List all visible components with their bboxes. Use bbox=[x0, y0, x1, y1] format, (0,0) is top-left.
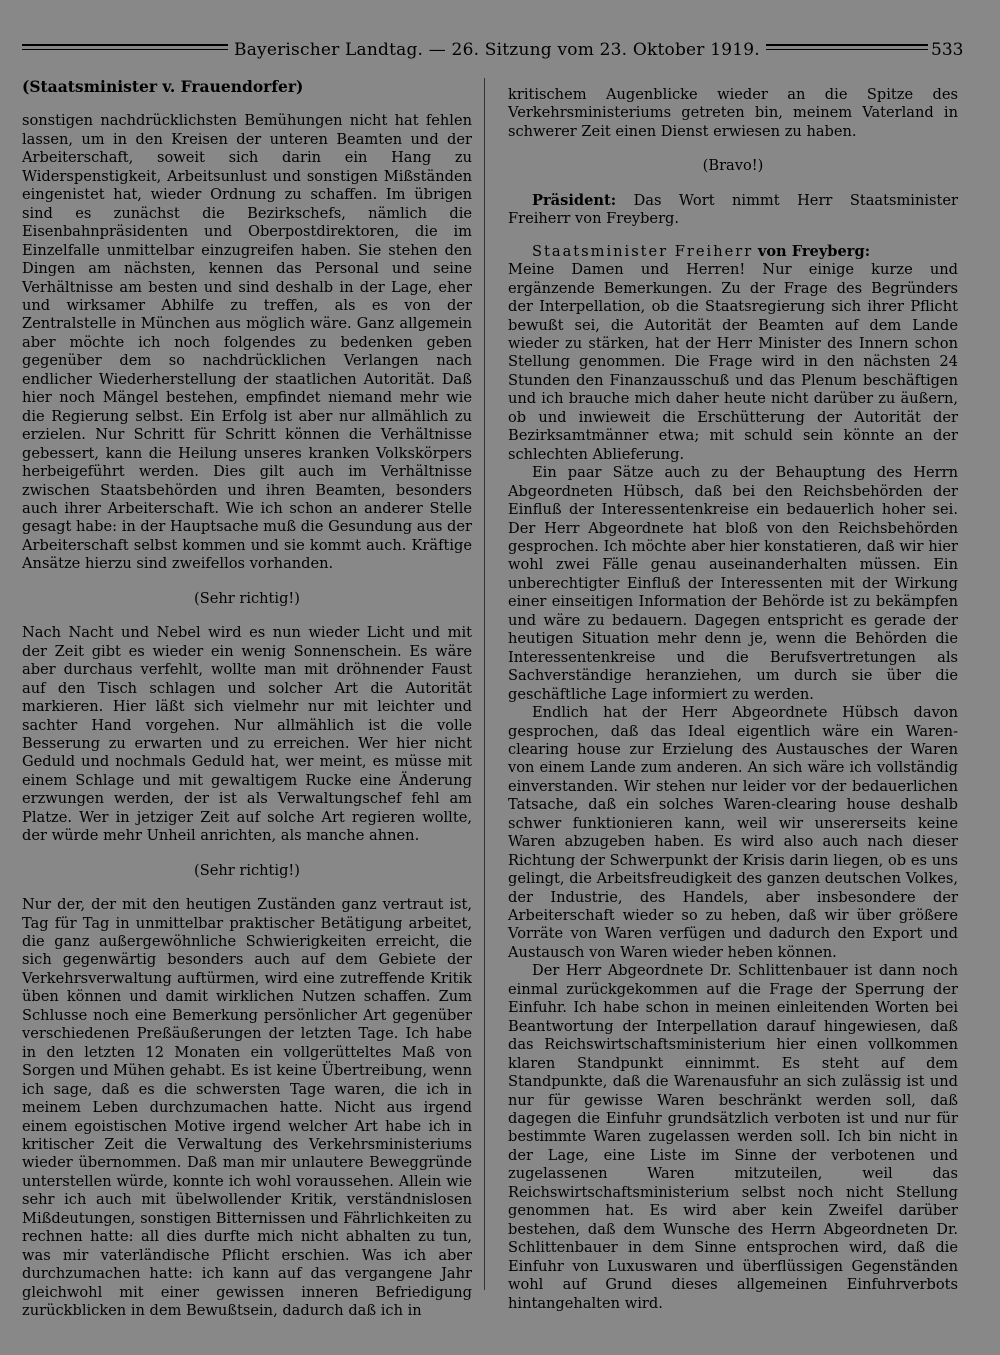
applause-note: (Bravo!) bbox=[702, 157, 764, 175]
minister-heading bbox=[508, 243, 958, 261]
paragraph: Endlich hat der Herr Abgeordnete Hübsch davon gesprochen, daß das Ideal eigentlich wäre ein Waren-clearing house zur Erzielung des Austausches der Waren von einem Lande zum anderen. An sich wäre ich vollständig einverstanden. Wir stehen nur leider vor der bedauerlichen Tatsache, daß ein solches Waren-clearing house deshalb schwer funktionieren kann, weil wir unsererseits keine Waren abzugeben haben. Es wird also auch nach dieser Richtung der Schwerpunkt der Krisis darin liegen, ob es uns gelingt, die Arbeitsfreudigkeit des ganzen deutschen Volkes, der Industrie, des Handels, aber insbesondere der Arbeiterschaft wieder so zu heben, daß wir über größere Vorräte von Waren verfügen und dadurch den Export und Austausch von Waren wieder heben können. bbox=[508, 704, 958, 961]
president-statement bbox=[508, 192, 958, 229]
minister-intro: Staatsminister Freiherr bbox=[532, 242, 754, 260]
speaker-heading: (Staatsminister v. Frauendorfer) bbox=[22, 77, 304, 96]
column-divider bbox=[484, 78, 485, 1290]
paragraph: Nur der, der mit den heutigen Zuständen ganz vertraut ist, Tag für Tag in unmittelbar praktischer Betätigung arbeitet, die ganz außergewöhnliche Schwierigkeiten erreicht, die sich gegenwärtig besonders auch auf dem Gebiete der Verkehrsverwaltung auftürmen, wird eine zutreffende Kritik üben können und damit wirklichen Nutzen schaffen. Zum Schlusse noch eine Bemerkung persönlicher Art gegenüber verschiedenen Preßäußerungen der letzten Tage. Ich habe in den letzten 12 Monaten ein vollgerütteltes Maß von Sorgen und Mühen gehabt. Es ist keine Übertreibung, wenn ich sage, daß es die schwersten Tage waren, die ich in meinem Leben durchzumachen hatte. Nicht aus irgend einem egoistischen Motive irgend welcher Art habe ich in kritischer Zeit die Verwaltung des Verkehrsministeriums wieder übernommen. Daß man mir unlautere Beweggründe unterstellen würde, konnte ich wohl voraussehen. Allein wie sehr ich auch mit übelwollender Kritik, verständnislosen Mißdeutungen, sonstigen Bitternissen und Fährlichkeiten zu rechnen hatte: all dies durfte mich nicht abhalten zu tun, was mir vaterländische Pflicht erschien. Was ich aber durchzumachen hatte: ich kann auf das vergangene Jahr gleichwohl mit einer gewissen inneren Befriedigung zurückblicken in dem Bewußtsein, dadurch daß ich in bbox=[22, 896, 472, 1320]
left-column bbox=[22, 78, 472, 1321]
paragraph: Ein paar Sätze auch zu der Behauptung des Herrn Abgeordneten Hübsch, daß bei den Reichsbehörden der Einfluß der Interessentenkreise ein bedauerlich hoher sei. Der Herr Abgeordnete hat bloß von den Reichsbehörden gesprochen. Ich möchte aber hier konstatieren, daß wir hier wohl zwei Fälle genau auseinanderhalten müssen. Ein unberechtigter Einfluß der Interessenten mit der Wirkung einer einseitigen Information der Behörde ist zu bekämpfen und wäre zu bedauern. Dagegen entspricht es gerade der heutigen Situation mehr denn je, wenn die Behörden die Interessentenkreise und die Berufsvertretungen als Sachverständige heranziehen, um durch sie über die geschäftliche Lage informiert zu werden. bbox=[508, 464, 958, 703]
paragraph: Meine Damen und Herren! Nur einige kurze und ergänzende Bemerkungen. Zu der Frage des Begründers der Interpellation, ob die Staatsregierung sich ihrer Pflicht bewußt sei, die Autorität der Beamten auf dem Lande wieder zu stärken, hat der Herr Minister des Innern schon Stellung genommen. Die Frage wird in den nächsten 24 Stunden den Finanzausschuß und das Plenum beschäftigen und ich brauche mich daher heute nicht darüber zu äußern, ob und inwieweit die Erschütterung der Autorität der Bezirksamtmänner etwa; mit schuld sein könnte an der schlechten Ablieferung. bbox=[508, 261, 958, 463]
minister-name: von Freyberg: bbox=[757, 242, 871, 260]
running-title: Bayerischer Landtag. — 26. Sitzung vom 23. Oktober 1919. bbox=[228, 40, 766, 60]
president-text: Das Wort nimmt Herr Staatsminister Freiherr von Freyberg. bbox=[508, 191, 959, 228]
paragraph: kritischem Augenblicke wieder an die Spitze des Verkehrsministeriums getreten bin, meinem Vaterland in schwerer Zeit einen Dienst erwiesen zu haben. bbox=[508, 86, 958, 140]
right-column bbox=[508, 86, 958, 1313]
applause-note: (Sehr richtig!) bbox=[194, 861, 300, 879]
paragraph: Der Herr Abgeordnete Dr. Schlittenbauer ist dann noch einmal zurückgekommen auf die Frage der Sperrung der Einfuhr. Ich habe schon in meinen einleitenden Worten bei Beantwortung der Interpellation darauf hingewiesen, daß das Reichswirtschaftsministerium hier einen vollkommen klaren Standpunkt einnimmt. Es steht auf dem Standpunkte, daß die Warenausfuhr an sich zulässig ist und nur für gewisse Waren beschränkt werden soll, daß dagegen die Einfuhr grundsätzlich verboten ist und nur für bestimmte Waren zugelassen werden soll. Ich bin nicht in der Lage, eine Liste im Sinne der verbotenen und zugelassenen Waren mitzuteilen, weil das Reichswirtschaftsministerium selbst noch nicht Stellung genommen hat. Es wird aber kein Zweifel darüber bestehen, daß dem Wunsche des Herrn Abgeordneten Dr. Schlittenbauer in dem Sinne entsprochen wird, daß die Einfuhr von Luxuswaren und überflüssigen Gegenständen wohl auf Grund dieses allgemeinen Einfuhrverbots hintangehalten wird. bbox=[508, 962, 958, 1312]
paragraph: Nach Nacht und Nebel wird es nun wieder Licht und mit der Zeit gibt es wieder ein wenig Sonnenschein. Es wäre aber durchaus verfehlt, wollte man mit dröhnender Faust auf den Tisch schlagen und solcher Art die Autorität markieren. Hier läßt sich vielmehr nur mit leichter und sachter Hand vorgehen. Nur allmählich ist die volle Besserung zu erwarten und zu erreichen. Wer hier nicht Geduld und nochmals Geduld hat, wer meint, es müsse mit einem Schlage und mit gewaltigem Rucke eine Änderung erzwungen werden, der ist als Verwaltungschef fehl am Platze. Wer in jetziger Zeit auf solche Art regieren wollte, der würde mehr Unheil anrichten, als manche ahnen. bbox=[22, 624, 472, 845]
paragraph: sonstigen nachdrücklichsten Bemühungen nicht hat fehlen lassen, um in den Kreisen der unteren Beamten und der Arbeiterschaft, soweit sich darin ein Hang zu Widerspenstigkeit, Arbeitsunlust und sonstigen Mißständen eingenistet hat, wieder Ordnung zu schaffen. Im übrigen sind es zunächst die Bezirkschefs, nämlich die Eisenbahnpräsidenten und Oberpostdirektoren, die im Einzelfalle unmittelbar einzugreifen haben. Sie stehen den Dingen am nächsten, kennen das Personal und seine Verhältnisse am besten und sind deshalb in der Lage, eher und wirksamer Abhilfe zu treffen, als es von der Zentralstelle in München aus möglich wäre. Ganz allgemein aber möchte ich noch folgendes zu bedenken geben gegenüber dem so nachdrücklichen Verlangen nach endlicher Wiederherstellung der staatlichen Autorität. Daß hier noch Mängel bestehen, empfindet niemand mehr wie die Regierung selbst. Ein Erfolg ist aber nur allmählich zu erzielen. Nur Schritt für Schritt können die Verhältnisse gebessert, kann die Heilung unseres kranken Volkskörpers herbeigeführt werden. Dies gilt auch im Verhältnisse zwischen Staatsbehörden und ihren Beamten, besonders auch ihrer Arbeiterschaft. Wie ich schon an anderer Stelle gesagt habe: in der Hauptsache muß die Gesundung aus der Arbeiterschaft selbst kommen und sie kommt auch. Kräftige Ansätze hierzu sind zweifellos vorhanden. bbox=[22, 112, 472, 573]
page-header bbox=[0, 40, 1000, 64]
applause-note: (Sehr richtig!) bbox=[194, 589, 300, 607]
president-label: Präsident: bbox=[532, 191, 617, 209]
page-number: 533 bbox=[928, 40, 966, 60]
